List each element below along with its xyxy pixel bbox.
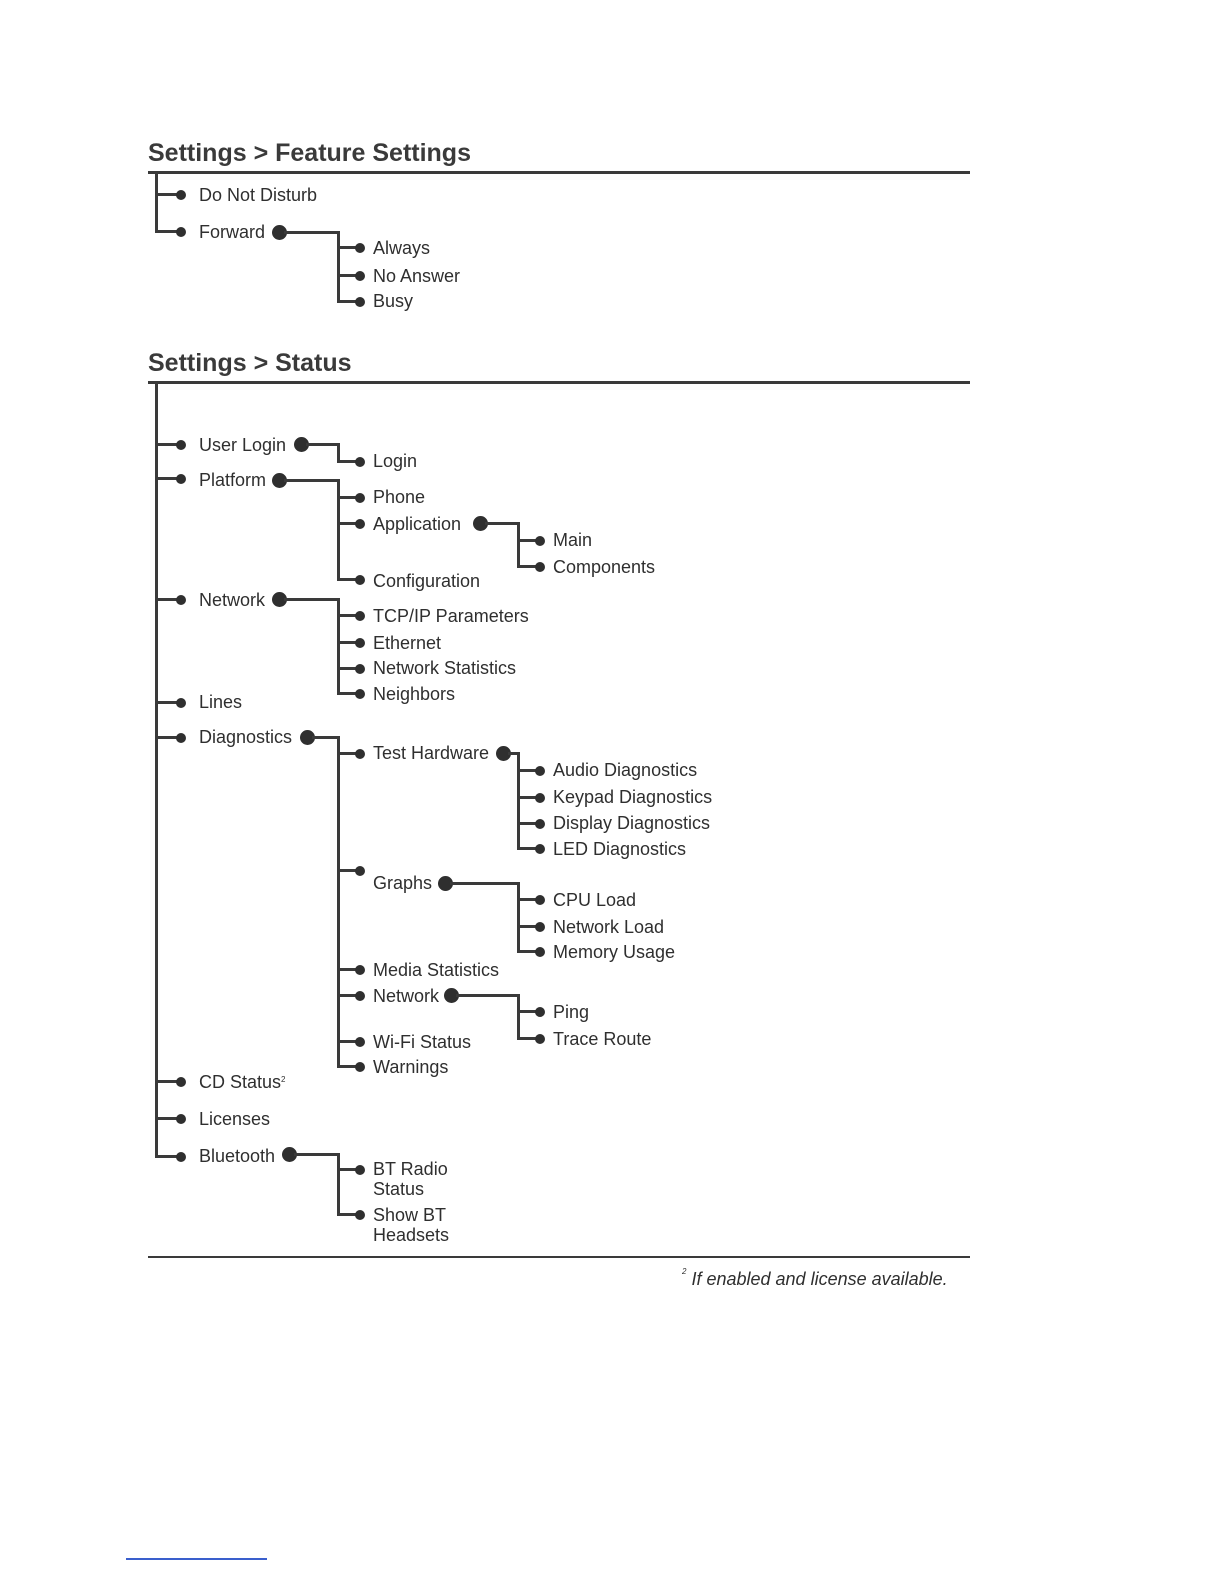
connector [337,460,357,463]
menu-item-cd-status[interactable] [199,1071,285,1093]
connector [450,882,520,885]
menu-item-diagnostics[interactable]: Diagnostics [199,727,293,747]
connector [517,796,537,799]
menu-item-tcpip-parameters[interactable]: TCP/IP Parameters [373,606,529,626]
menu-item-wifi-status[interactable]: Wi-Fi Status [373,1032,472,1052]
connector [456,994,520,997]
status-trunk-line [155,383,158,1158]
status-bottom-rule [148,1256,970,1258]
connector [284,598,340,601]
connector [517,1037,537,1040]
branch-line [337,1153,340,1216]
feature-settings-title: Settings > Feature Settings [148,139,471,167]
bullet [355,1062,365,1072]
menu-item-display-diagnostics[interactable]: Display Diagnostics [553,813,711,833]
bullet [176,227,186,237]
connector [517,1010,537,1013]
menu-item-bluetooth[interactable]: Bluetooth [199,1146,276,1166]
connector [337,522,357,525]
connector [337,1065,357,1068]
cd-status-label: CD Status [199,1072,282,1092]
bullet [176,474,186,484]
menu-item-trace-route[interactable]: Trace Route [553,1029,652,1049]
bullet [355,749,365,759]
connector [337,752,357,755]
connector [155,443,177,446]
menu-item-do-not-disturb[interactable]: Do Not Disturb [199,185,318,205]
bullet [535,844,545,854]
connector [155,477,177,480]
menu-item-warnings[interactable]: Warnings [373,1057,449,1077]
bullet [176,595,186,605]
menu-item-main[interactable]: Main [553,530,593,550]
bullet [535,819,545,829]
menu-item-network-load[interactable]: Network Load [553,917,665,937]
menu-item-graphs[interactable]: Graphs [373,873,433,893]
connector [337,869,357,872]
connector [155,598,177,601]
connector [337,641,357,644]
connector [517,950,537,953]
menu-item-platform[interactable]: Platform [199,470,267,490]
connector [155,193,177,196]
bullet [355,1210,365,1220]
branch-line [337,479,340,581]
bullet [355,991,365,1001]
connector [517,565,537,568]
menu-item-always[interactable]: Always [373,238,431,258]
connector [337,1213,357,1216]
menu-item-no-answer[interactable]: No Answer [373,266,461,286]
menu-item-licenses[interactable]: Licenses [199,1109,271,1129]
bullet [355,611,365,621]
connector [517,539,537,542]
connector [337,1040,357,1043]
footnote-marker: 2 [682,1267,687,1276]
bullet [355,457,365,467]
bullet [176,1152,186,1162]
bullet [176,733,186,743]
connector [517,769,537,772]
bullet [535,947,545,957]
footnote [682,1269,948,1290]
menu-item-cpu-load[interactable]: CPU Load [553,890,637,910]
branch-line [517,522,520,568]
menu-item-bt-radio-status[interactable]: BT Radio Status [373,1159,448,1199]
menu-item-memory-usage[interactable]: Memory Usage [553,942,676,962]
bullet [355,271,365,281]
connector [155,1080,177,1083]
bullet [355,1037,365,1047]
menu-item-forward[interactable]: Forward [199,222,266,242]
bullet [535,793,545,803]
footnote-text: If enabled and license available. [691,1269,948,1289]
bullet [535,562,545,572]
bullet [176,190,186,200]
bullet [355,243,365,253]
bullet [355,638,365,648]
footer-link-underline [126,1558,267,1560]
connector [155,701,177,704]
menu-item-audio-diagnostics[interactable]: Audio Diagnostics [553,760,698,780]
menu-item-test-hardware[interactable]: Test Hardware [373,743,490,763]
menu-item-ethernet[interactable]: Ethernet [373,633,442,653]
menu-item-led-diagnostics[interactable]: LED Diagnostics [553,839,687,859]
connector [284,231,340,234]
connector [337,274,357,277]
connector [485,522,520,525]
bullet [535,922,545,932]
menu-item-show-bt-headsets[interactable]: Show BT Headsets [373,1205,450,1245]
bullet [176,1077,186,1087]
branch-line [337,231,340,303]
connector [337,246,357,249]
menu-item-ping[interactable]: Ping [553,1002,590,1022]
bullet [535,766,545,776]
menu-item-media-statistics[interactable]: Media Statistics [373,960,500,980]
menu-item-diagnostics-network[interactable]: Network [373,986,440,1006]
menu-item-application[interactable]: Application [373,514,462,534]
connector [337,614,357,617]
connector [337,1168,357,1171]
bullet [535,895,545,905]
connector [517,925,537,928]
footnote-marker: 2 [281,1075,286,1084]
bullet [355,297,365,307]
branch-line [517,994,520,1039]
connector [155,1155,177,1158]
menu-item-neighbors[interactable]: Neighbors [373,684,456,704]
menu-item-configuration[interactable]: Configuration [373,571,481,591]
bullet [355,689,365,699]
branch-line [337,598,340,694]
connector [306,443,340,446]
menu-item-user-login[interactable]: User Login [199,435,287,455]
status-title: Settings > Status [148,349,352,377]
bullet [355,965,365,975]
branch-line [337,736,340,1067]
connector [517,847,537,850]
bullet [176,698,186,708]
menu-item-phone[interactable]: Phone [373,487,426,507]
bullet [355,1165,365,1175]
bullet [355,664,365,674]
bullet [535,536,545,546]
status-rule [148,381,970,384]
connector [294,1153,340,1156]
bullet [355,519,365,529]
connector [337,968,357,971]
menu-item-components[interactable]: Components [553,557,656,577]
connector [312,736,340,739]
bullet [176,1114,186,1124]
menu-item-login[interactable]: Login [373,451,418,471]
connector [337,578,357,581]
bullet [535,1034,545,1044]
connector [337,994,357,997]
bullet [355,866,365,876]
feature-settings-rule [148,171,970,174]
connector [517,822,537,825]
branch-line [517,882,520,952]
menu-item-network-statistics[interactable]: Network Statistics [373,658,517,678]
bullet [535,1007,545,1017]
bullet [355,493,365,503]
menu-item-network[interactable]: Network [199,590,266,610]
menu-item-lines[interactable]: Lines [199,692,243,712]
branch-line [517,752,520,849]
bullet [176,440,186,450]
menu-item-busy[interactable]: Busy [373,291,414,311]
connector [517,898,537,901]
feature-trunk-line [155,173,158,233]
connector [337,667,357,670]
connector [284,479,340,482]
connector [155,736,177,739]
menu-item-keypad-diagnostics[interactable]: Keypad Diagnostics [553,787,713,807]
connector [337,496,357,499]
bullet [355,575,365,585]
connector [337,300,357,303]
connector [155,1117,177,1120]
connector [337,692,357,695]
connector [155,230,177,233]
